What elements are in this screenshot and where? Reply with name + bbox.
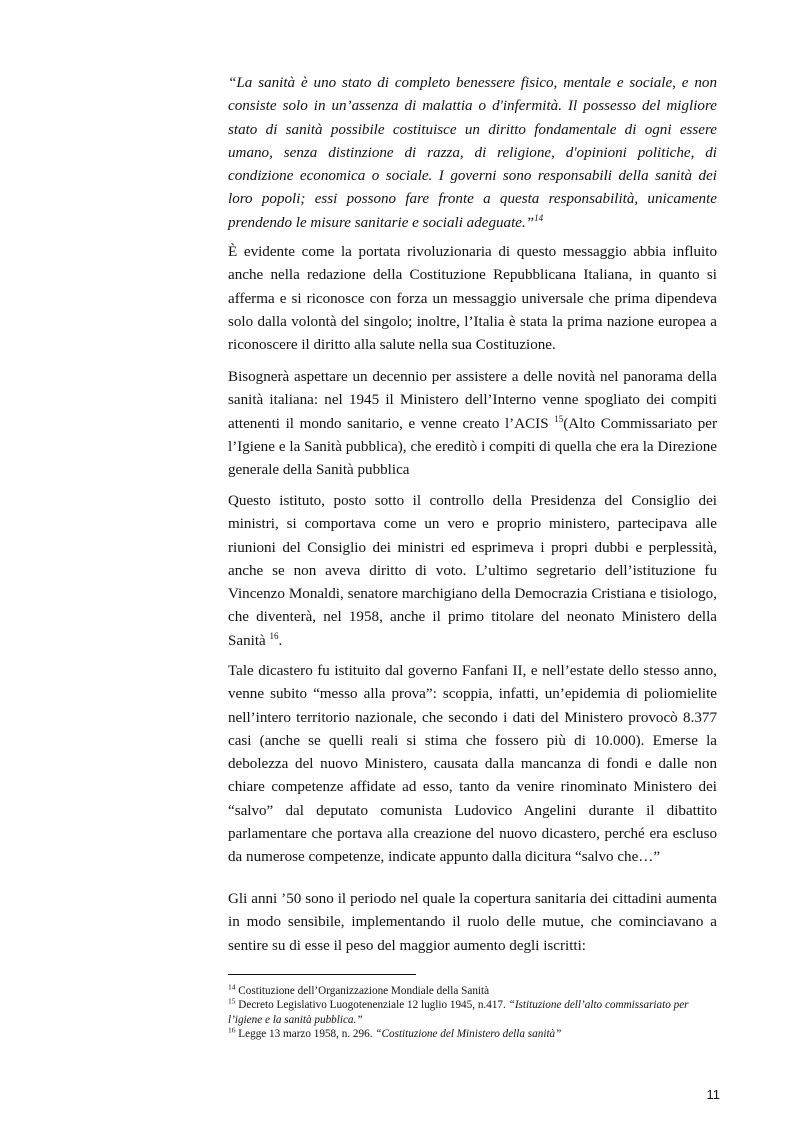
paragraph-constitution: È evidente come la portata rivoluzionaria di questo messaggio abbia influito anche nella redazione della Costituzione Repubblicana Italiana, in quanto si afferma e si riconosce con forza un messaggio universale che prima dipendeva solo dalla volontà del singolo; inoltre, l’Italia è stata la prima nazione europea a riconoscere il diritto alla salute nella sua Costituzione.	[228, 244, 717, 354]
paragraph-istituto-text: Questo istituto, posto sotto il controllo della Presidenza del Consiglio dei ministri, si comportava come un vero e proprio ministero, partecipava alle riunioni del Consiglio dei ministri ed esprimeva i propri dubbi e perplessità, anche se non aveva diritto di voto. L’ultimo segretario dell’istituzione fu Vincenzo Monaldi, senatore marchigiano della Democrazia Cristiana e tisiologo, che diventerà, nel 1958, anche il primo titolare del neonato Ministero della Sanità	[228, 493, 717, 649]
footnote-title: “Costituzione del Ministero della sanità”	[375, 1027, 562, 1040]
footnote-ref-14[interactable]: 14	[534, 212, 544, 223]
footnote-number: 16	[228, 1025, 236, 1035]
footnote-15	[228, 998, 717, 1027]
footnotes	[228, 984, 717, 1041]
paragraph-acis-text-cont: (Alto Commissariato per l’Igiene e la Sanità pubblica), che ereditò i compiti di quella che era la Direzione generale della Sanità pubblica	[228, 415, 717, 479]
page-number: 11	[706, 1087, 720, 1102]
footnote-ref-16[interactable]: 16	[269, 630, 279, 641]
paragraph-istituto-end: .	[278, 632, 283, 649]
who-quote-paragraph	[228, 72, 717, 235]
paragraph-anni-50: Gli anni ’50 sono il periodo nel quale la copertura sanitaria dei cittadini aumenta in modo sensibile, implementando il ruolo delle mutue, che cominciavano a sentire su di esse il peso del maggior aumento degli iscritti:	[228, 891, 717, 954]
footnote-16	[228, 1027, 717, 1041]
quote-text: “La sanità è uno stato di completo benessere fisico, mentale e sociale, e non consiste solo in un’assenza di malattia o d'infermità. Il possesso del migliore stato di sanità possibile costituisce un diritto fondamentale di ogni essere umano, senza distinzione di razza, di religione, d'opinioni politiche, di condizione economica o sociale. I governi sono responsabili della sanità dei loro popoli; essi possono fare fronte a questa responsabilità, unicamente prendendo le misure sanitarie e sociali adeguate.”	[228, 75, 717, 231]
footnote-title: “Istituzione dell’alto commissariato per l’igiene e la sanità pubblica.”	[228, 999, 689, 1026]
paragraph-istituto	[228, 490, 717, 653]
footnote-number: 15	[228, 996, 236, 1006]
paragraph-fanfani: Tale dicastero fu istituito dal governo Fanfani II, e nell’estate dello stesso anno, venne subito “messo alla prova”: scoppia, infatti, un’epidemia di poliomielite nell’intero territorio nazionale, che secondo i dati del Ministero provocò 8.377 casi (anche se quelli reali si stima che fossero più di 10.000). Emerse la debolezza del nuovo Ministero, causata dalla mancanza di fondi e dalle non chiare competenze affidate ad esso, tanto da venire rinominato Ministero dei “salvo” dal deputato comunista Ludovico Angelini durante il dibattito parlamentare che portava alla creazione del nuovo dicastero, perché era escluso da numerose competenze, indicate appunto dalla dicitura “salvo che…”	[228, 663, 717, 866]
footnote-14	[228, 984, 717, 998]
footnote-ref-15[interactable]: 15	[554, 413, 564, 424]
paragraph-acis-text: Bisognerà aspettare un decennio per assistere a delle novità nel panorama della sanità italiana: nel 1945 il Ministero dell’Interno venne spogliato dei compiti attenenti il mondo sanitario, e venne creato l’ACIS	[228, 369, 717, 432]
footnote-text: Costituzione dell’Organizzazione Mondiale della Sanità	[238, 985, 490, 997]
footnote-text: Legge 13 marzo 1958, n. 296.	[238, 1027, 376, 1040]
footnote-number: 14	[228, 982, 236, 992]
paragraph-acis	[228, 366, 717, 482]
footnote-text: Decreto Legislativo Luogotenenziale 12 luglio 1945, n.417.	[238, 999, 509, 1012]
footnote-separator	[228, 974, 416, 975]
